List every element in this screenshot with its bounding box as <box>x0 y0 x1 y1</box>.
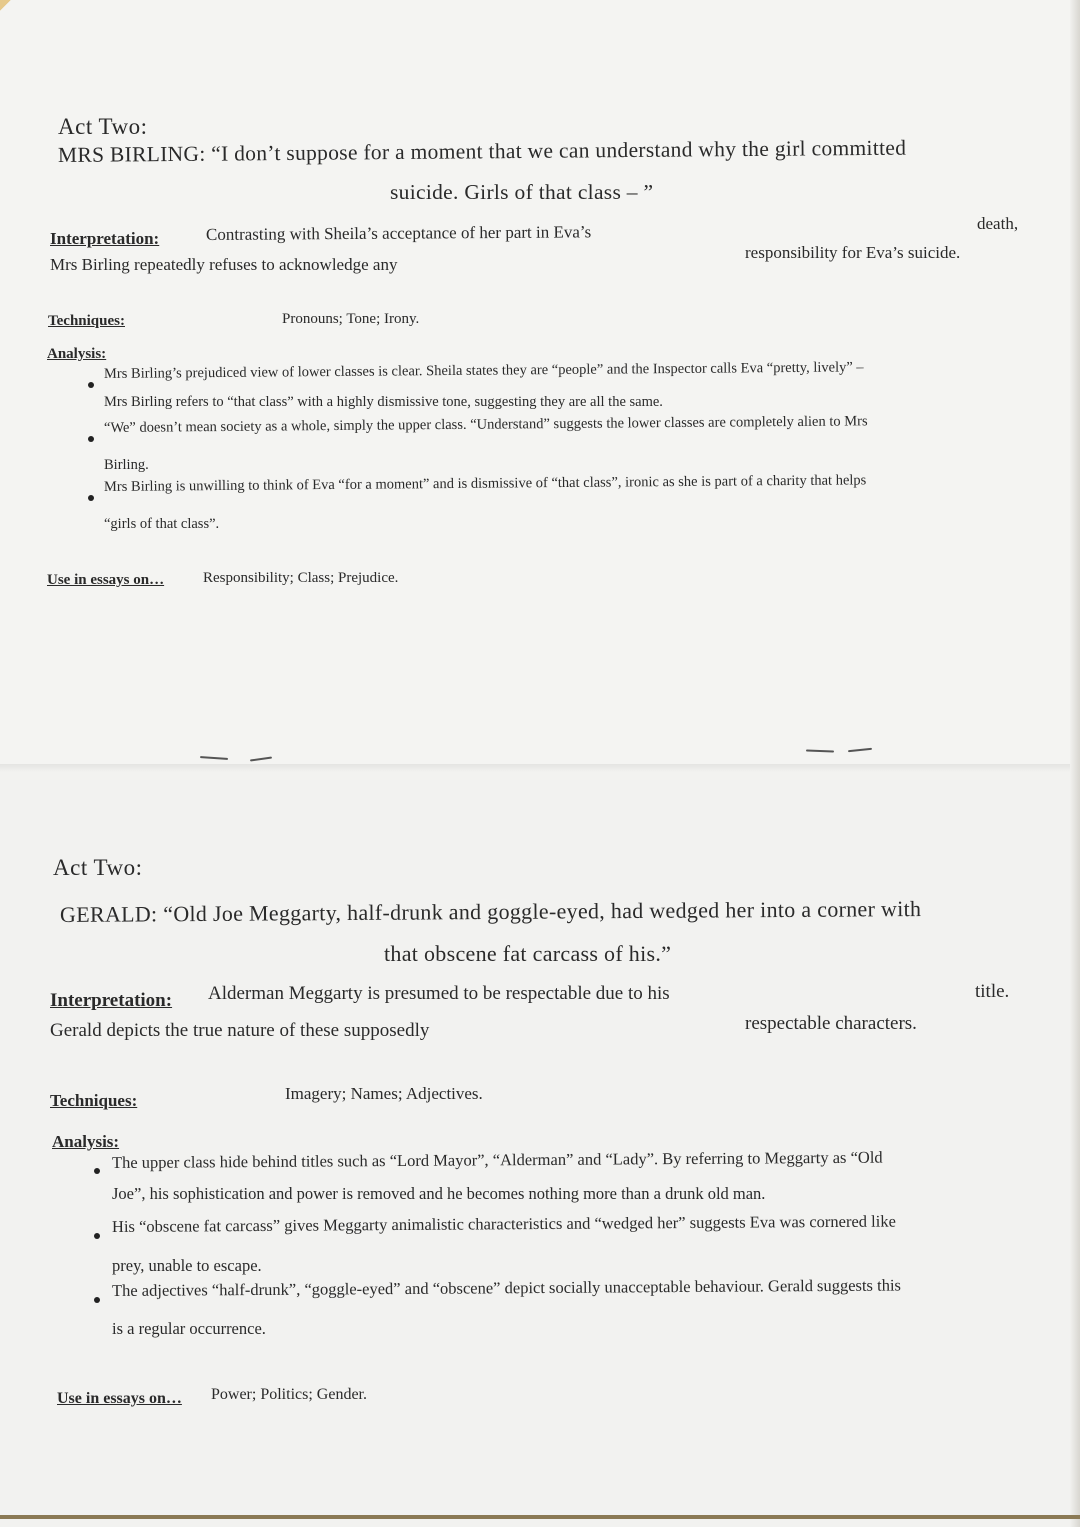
techniques-text: Imagery; Names; Adjectives. <box>285 1084 483 1103</box>
analysis-bullet: Mrs Birling refers to “that class” with a highly dismissive tone, suggesting they are all the same. <box>104 394 663 410</box>
interpretation-text: respectable characters. <box>745 1013 917 1034</box>
techniques-label: Techniques: <box>48 313 125 329</box>
analysis-bullet: Mrs Birling is unwilling to think of Eva “for a moment” and is dismissive of “that class”, ironic as she is part of a charity that helps <box>103 472 867 495</box>
use-in-essays-text: Power; Politics; Gender. <box>211 1386 367 1403</box>
act-heading: Act Two: <box>53 855 143 880</box>
quote-line: MRS BIRLING: “I don’t suppose for a moment that we can understand why the girl committed <box>57 135 907 167</box>
analysis-bullet: Mrs Birling’s prejudiced view of lower classes is clear. Sheila states they are “people” and the Inspector calls Eva “pretty, lively” – <box>103 359 864 382</box>
act-heading: Act Two: <box>58 114 148 139</box>
interpretation-text: Gerald depicts the true nature of these supposedly <box>50 1020 430 1041</box>
bullet-icon <box>94 1233 100 1239</box>
bullet-icon <box>88 382 94 388</box>
interpretation-text: responsibility for Eva’s suicide. <box>745 243 961 262</box>
quote-line: GERALD: “Old Joe Meggarty, half-drunk and goggle-eyed, had wedged her into a corner with <box>59 895 922 927</box>
analysis-bullet: Birling. <box>104 457 149 473</box>
analysis-bullet: “girls of that class”. <box>104 516 220 532</box>
techniques-label: Techniques: <box>50 1091 138 1110</box>
interpretation-text: death, <box>977 214 1019 233</box>
paper-corner <box>0 0 30 30</box>
use-in-essays-label: Use in essays on… <box>47 572 165 588</box>
analysis-bullet: prey, unable to escape. <box>112 1256 262 1275</box>
interpretation-label: Interpretation: <box>50 990 173 1011</box>
analysis-bullet: Joe”, his sophistication and power is removed and he becomes nothing more than a drunk old man. <box>112 1184 766 1203</box>
analysis-bullet: “We” doesn’t mean society as a whole, simply the upper class. “Understand” suggests the lower classes are completely alien to Mrs <box>103 413 868 436</box>
analysis-bullet: is a regular occurrence. <box>112 1319 266 1338</box>
use-in-essays-label: Use in essays on… <box>57 1390 182 1407</box>
paper-edge <box>1070 0 1080 1527</box>
analysis-bullet: The upper class hide behind titles such as “Lord Mayor”, “Alderman” and “Lady”. By referring to Meggarty as “Old <box>111 1147 883 1172</box>
quote-line: suicide. Girls of that class – ” <box>390 180 654 204</box>
bullet-icon <box>88 436 94 442</box>
analysis-label: Analysis: <box>52 1132 120 1151</box>
interpretation-text: Mrs Birling repeatedly refuses to acknowledge any <box>50 255 398 274</box>
interpretation-text: title. <box>975 981 1010 1002</box>
analysis-bullet: The adjectives “half-drunk”, “goggle-eyed” and “obscene” depict socially unacceptable behaviour. Gerald suggests this <box>111 1275 901 1300</box>
analysis-label: Analysis: <box>47 346 107 362</box>
bullet-icon <box>94 1168 100 1174</box>
use-in-essays-text: Responsibility; Class; Prejudice. <box>203 570 399 586</box>
quote-line: that obscene fat carcass of his.” <box>384 941 672 966</box>
techniques-text: Pronouns; Tone; Irony. <box>282 311 420 327</box>
interpretation-text: Contrasting with Sheila’s acceptance of her part in Eva’s <box>205 222 592 244</box>
interpretation-label: Interpretation: <box>50 229 160 248</box>
sheet-divider <box>0 764 1080 772</box>
analysis-bullet: His “obscene fat carcass” gives Meggarty animalistic characteristics and “wedged her” suggests Eva was cornered like <box>111 1211 896 1236</box>
bullet-icon <box>88 495 94 501</box>
bottom-sheet <box>0 768 1080 1527</box>
interpretation-text: Alderman Meggarty is presumed to be respectable due to his <box>208 983 670 1004</box>
bullet-icon <box>94 1297 100 1303</box>
table-edge <box>0 1515 1080 1519</box>
